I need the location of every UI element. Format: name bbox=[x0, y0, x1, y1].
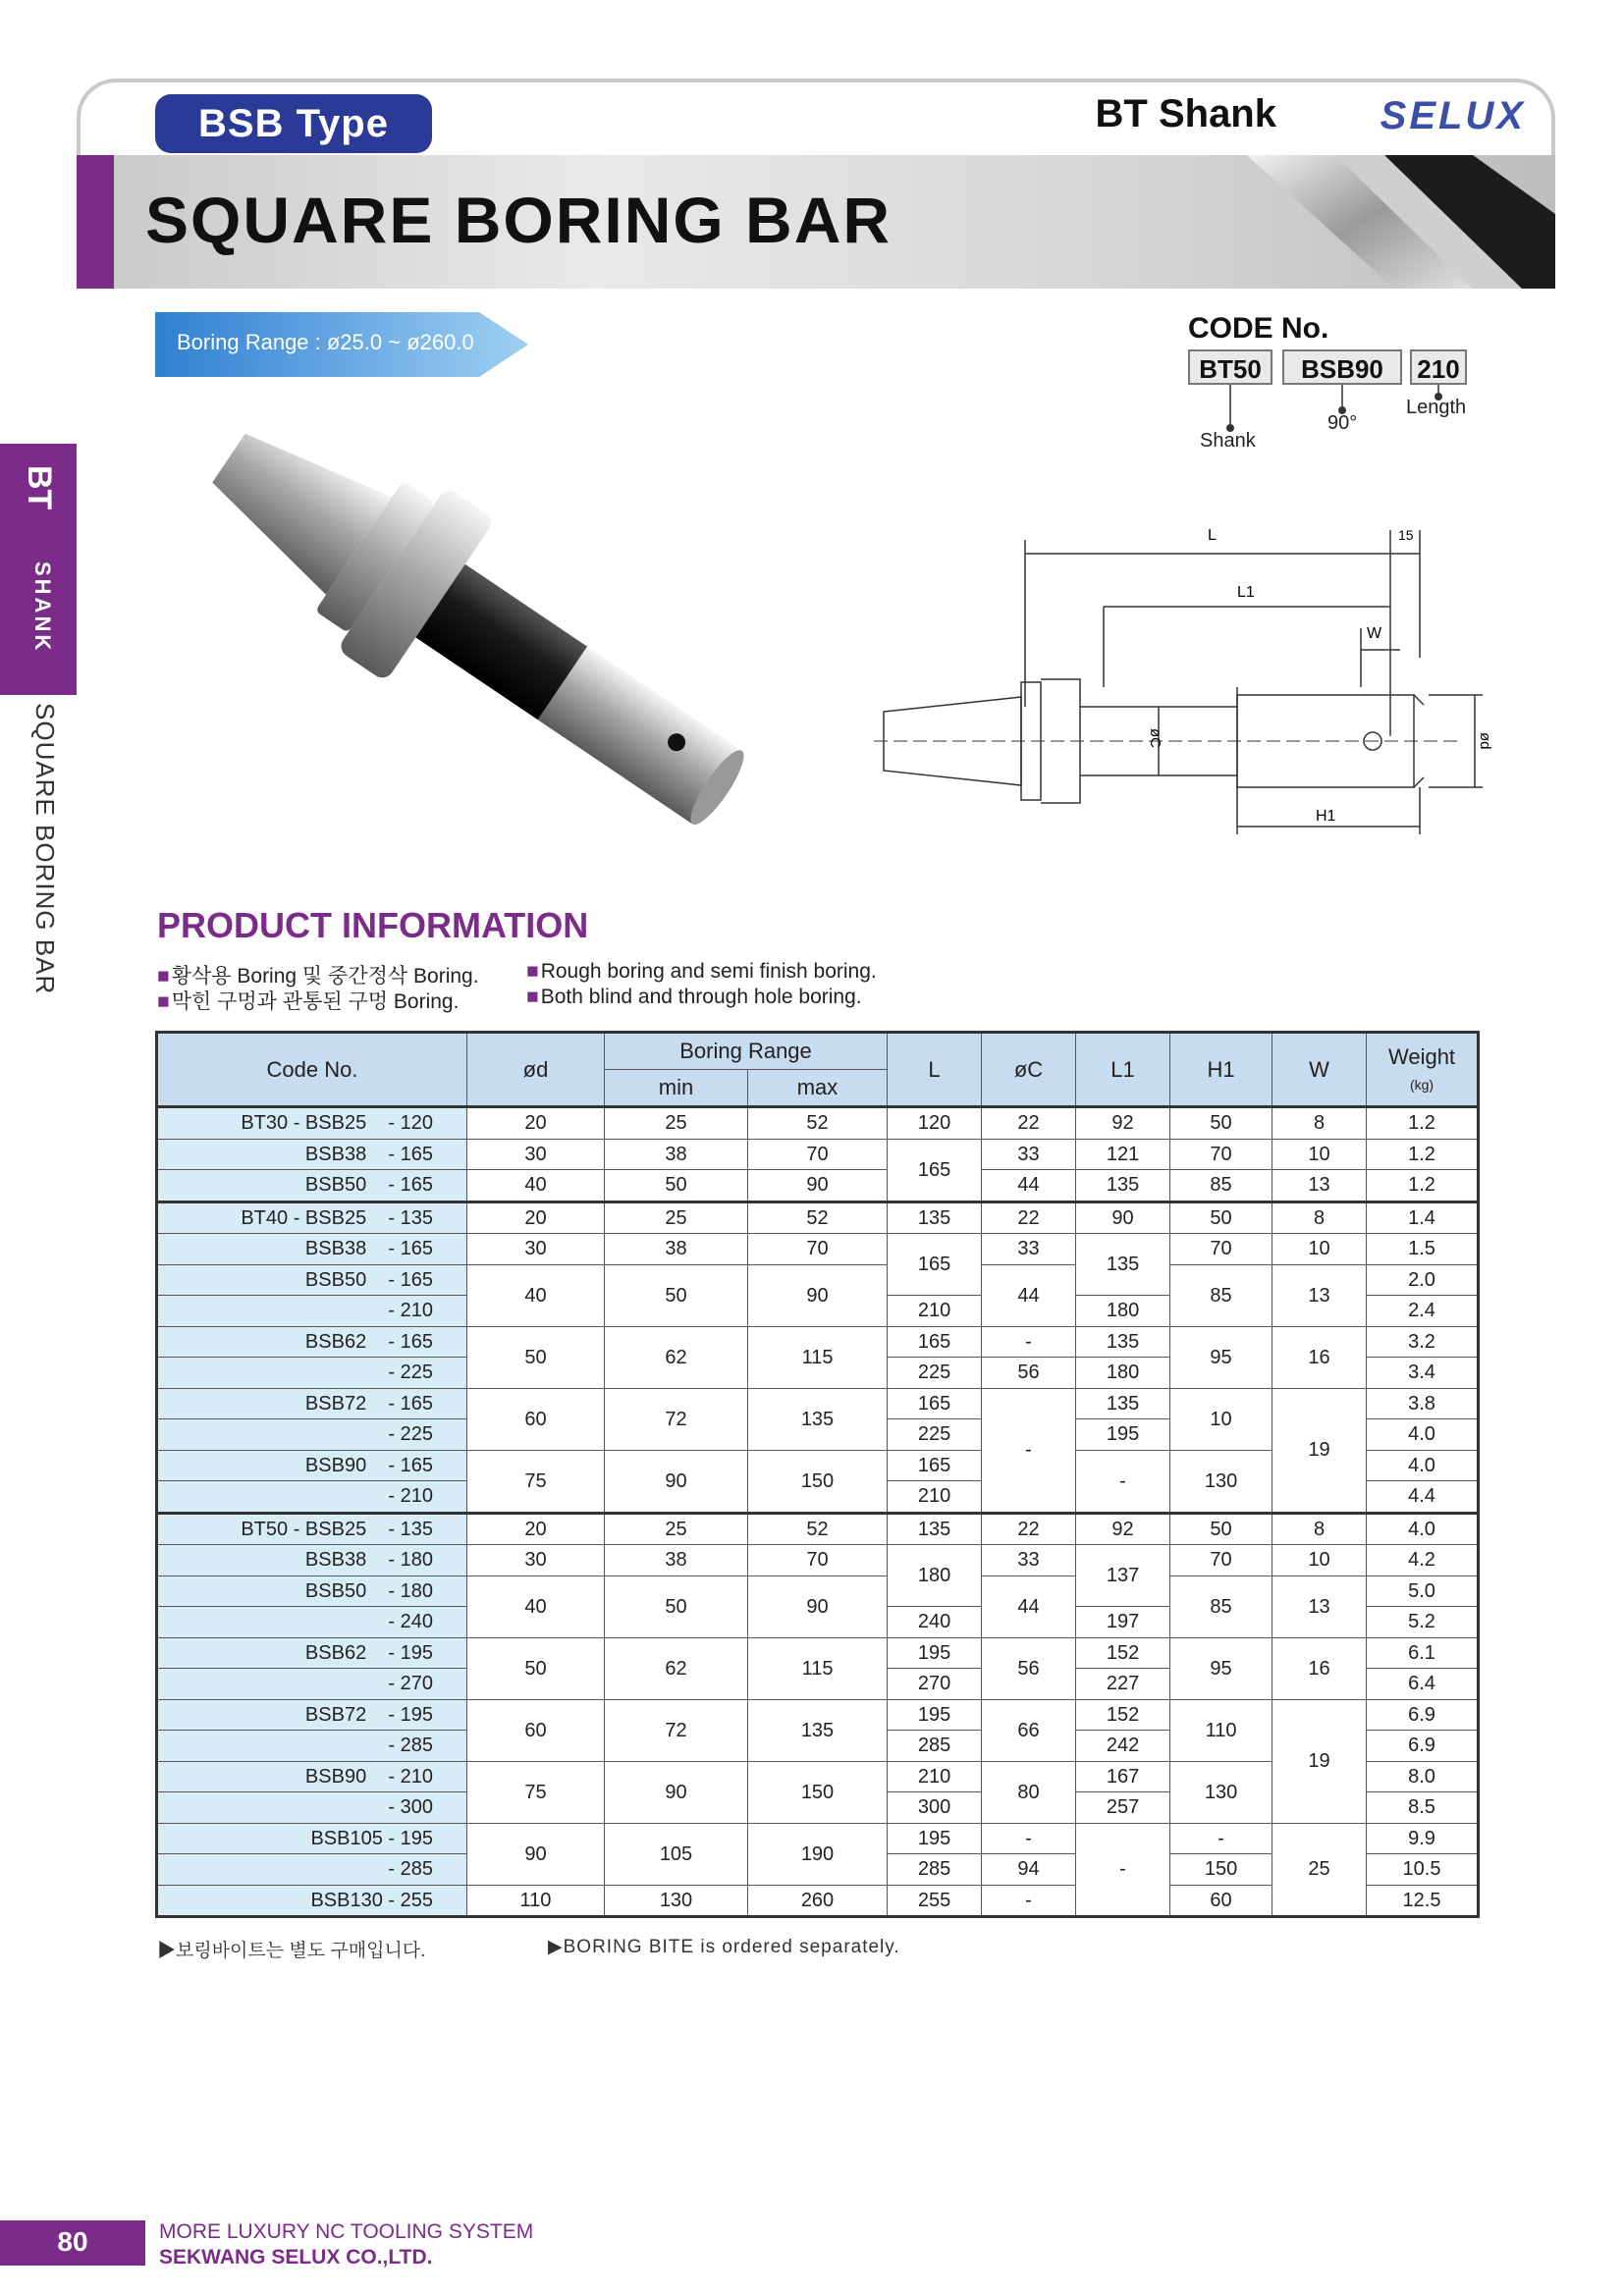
cell-weight: 3.4 bbox=[1367, 1358, 1479, 1389]
dim-15: 15 bbox=[1398, 527, 1414, 543]
cell-d: 20 bbox=[467, 1107, 605, 1140]
code-part-type: BSB90 bbox=[1282, 349, 1402, 385]
cell-weight: 1.2 bbox=[1367, 1107, 1479, 1140]
dim-H1: H1 bbox=[1316, 808, 1336, 825]
cell-max: 52 bbox=[748, 1107, 888, 1140]
cell-code: - 225 bbox=[157, 1419, 467, 1451]
cell-min: 62 bbox=[605, 1637, 748, 1699]
cell-L: 195 bbox=[888, 1699, 982, 1731]
cell-L1: 90 bbox=[1076, 1201, 1170, 1234]
cell-code: BSB62 - 195 bbox=[157, 1637, 467, 1669]
cell-max: 135 bbox=[748, 1388, 888, 1450]
cell-weight: 4.0 bbox=[1367, 1419, 1479, 1451]
cell-code: BSB50 - 165 bbox=[157, 1170, 467, 1202]
cell-min: 90 bbox=[605, 1450, 748, 1513]
cell-code: BSB72 - 165 bbox=[157, 1388, 467, 1419]
cell-H1: 60 bbox=[1170, 1885, 1272, 1917]
cell-H1: 130 bbox=[1170, 1761, 1272, 1823]
code-title: CODE No. bbox=[1188, 312, 1329, 345]
cell-C: 44 bbox=[982, 1170, 1076, 1202]
type-badge: BSB Type bbox=[155, 94, 432, 153]
cell-weight: 10.5 bbox=[1367, 1854, 1479, 1886]
cell-L1: 135 bbox=[1076, 1234, 1170, 1296]
cell-weight: 8.5 bbox=[1367, 1792, 1479, 1824]
cell-L: 165 bbox=[888, 1326, 982, 1358]
cell-max: 115 bbox=[748, 1637, 888, 1699]
cell-W: 10 bbox=[1272, 1234, 1367, 1265]
header-C: øC bbox=[982, 1033, 1076, 1107]
cell-L: 225 bbox=[888, 1419, 982, 1451]
cell-H1: 50 bbox=[1170, 1201, 1272, 1234]
cell-W: 8 bbox=[1272, 1513, 1367, 1545]
table-row bbox=[157, 1139, 1479, 1170]
cell-W: 25 bbox=[1272, 1823, 1367, 1917]
cell-weight: 5.2 bbox=[1367, 1607, 1479, 1638]
cell-code: BSB90 - 210 bbox=[157, 1761, 467, 1792]
cell-L: 270 bbox=[888, 1669, 982, 1700]
header-weight-label: Weight bbox=[1387, 1043, 1456, 1069]
cell-code: BT30 - BSB25 - 120 bbox=[157, 1107, 467, 1140]
cell-L: 225 bbox=[888, 1358, 982, 1389]
product-info-line-ko-2: ■ 막힌 구멍과 관통된 구멍 Boring. bbox=[157, 986, 459, 1015]
cell-d: 30 bbox=[467, 1139, 605, 1170]
cell-C: 94 bbox=[982, 1854, 1076, 1886]
cell-d: 20 bbox=[467, 1201, 605, 1234]
cell-weight: 1.5 bbox=[1367, 1234, 1479, 1265]
cell-weight: 4.0 bbox=[1367, 1450, 1479, 1481]
cell-L: 165 bbox=[888, 1234, 982, 1296]
cell-code: - 285 bbox=[157, 1731, 467, 1762]
cell-H1: 70 bbox=[1170, 1545, 1272, 1576]
side-tab-bt: BT bbox=[21, 465, 58, 510]
cell-L: 195 bbox=[888, 1823, 982, 1854]
page-title: SQUARE BORING BAR bbox=[145, 184, 893, 256]
cell-min: 38 bbox=[605, 1139, 748, 1170]
cell-W: 19 bbox=[1272, 1388, 1367, 1513]
header-L: L bbox=[888, 1033, 982, 1107]
cell-W: 13 bbox=[1272, 1264, 1367, 1326]
cell-weight: 1.2 bbox=[1367, 1139, 1479, 1170]
cell-code: BSB105 - 195 bbox=[157, 1823, 467, 1854]
cell-d: 40 bbox=[467, 1575, 605, 1637]
cell-d: 40 bbox=[467, 1264, 605, 1326]
cell-L1: 121 bbox=[1076, 1139, 1170, 1170]
cell-C: 33 bbox=[982, 1234, 1076, 1265]
table-row bbox=[157, 1637, 1479, 1669]
cell-max: 190 bbox=[748, 1823, 888, 1885]
cell-weight: 6.9 bbox=[1367, 1699, 1479, 1731]
cell-d: 75 bbox=[467, 1450, 605, 1513]
cell-C: 22 bbox=[982, 1513, 1076, 1545]
cell-code: BSB50 - 165 bbox=[157, 1264, 467, 1296]
table-row bbox=[157, 1201, 1479, 1234]
code-part-shank: BT50 bbox=[1188, 349, 1272, 385]
cell-C: 56 bbox=[982, 1637, 1076, 1699]
cell-L: 165 bbox=[888, 1388, 982, 1419]
cell-L1: 92 bbox=[1076, 1107, 1170, 1140]
cell-code: BSB38 - 165 bbox=[157, 1139, 467, 1170]
cell-H1: - bbox=[1170, 1823, 1272, 1854]
note-korean: ▶보링바이트는 별도 구매입니다. bbox=[157, 1941, 426, 1961]
cell-L1: 257 bbox=[1076, 1792, 1170, 1824]
cell-L1: 227 bbox=[1076, 1669, 1170, 1700]
cell-H1: 95 bbox=[1170, 1326, 1272, 1388]
header-max: max bbox=[748, 1070, 888, 1107]
table-row bbox=[157, 1513, 1479, 1545]
cell-weight: 1.2 bbox=[1367, 1170, 1479, 1202]
cell-C: 22 bbox=[982, 1107, 1076, 1140]
cell-L1: 135 bbox=[1076, 1170, 1170, 1202]
code-label-length: Length bbox=[1406, 397, 1467, 418]
dim-L: L bbox=[1208, 527, 1217, 544]
cell-code: - 225 bbox=[157, 1358, 467, 1389]
cell-min: 90 bbox=[605, 1761, 748, 1823]
cell-min: 38 bbox=[605, 1234, 748, 1265]
cell-code: BSB50 - 180 bbox=[157, 1575, 467, 1607]
cell-max: 70 bbox=[748, 1139, 888, 1170]
cell-C: 33 bbox=[982, 1545, 1076, 1576]
cell-L1: 180 bbox=[1076, 1296, 1170, 1327]
side-section-title: SQUARE BORING BAR bbox=[30, 703, 60, 995]
table-row bbox=[157, 1264, 1479, 1296]
banner-tool-image bbox=[1247, 155, 1555, 289]
cell-min: 130 bbox=[605, 1885, 748, 1917]
page-number: 80 bbox=[57, 2226, 88, 2257]
cell-weight: 3.2 bbox=[1367, 1326, 1479, 1358]
product-photo bbox=[157, 412, 815, 844]
table-row bbox=[157, 1823, 1479, 1854]
cell-L1: 197 bbox=[1076, 1607, 1170, 1638]
table-row bbox=[157, 1170, 1479, 1202]
cell-H1: 85 bbox=[1170, 1264, 1272, 1326]
cell-max: 260 bbox=[748, 1885, 888, 1917]
cell-weight: 4.0 bbox=[1367, 1513, 1479, 1545]
cell-L1: 137 bbox=[1076, 1545, 1170, 1607]
cell-L: 210 bbox=[888, 1481, 982, 1514]
cell-W: 19 bbox=[1272, 1699, 1367, 1823]
cell-W: 8 bbox=[1272, 1107, 1367, 1140]
dim-W: W bbox=[1367, 625, 1382, 642]
cell-weight: 6.1 bbox=[1367, 1637, 1479, 1669]
header-weight-unit: (kg) bbox=[1409, 1076, 1435, 1093]
cell-max: 90 bbox=[748, 1575, 888, 1637]
cell-max: 52 bbox=[748, 1513, 888, 1545]
cell-code: - 210 bbox=[157, 1296, 467, 1327]
header-W: W bbox=[1272, 1033, 1367, 1107]
cell-code: BSB38 - 180 bbox=[157, 1545, 467, 1576]
cell-d: 30 bbox=[467, 1545, 605, 1576]
header-L1: L1 bbox=[1076, 1033, 1170, 1107]
cell-C: - bbox=[982, 1885, 1076, 1917]
cell-d: 30 bbox=[467, 1234, 605, 1265]
cell-H1: 70 bbox=[1170, 1234, 1272, 1265]
header-min: min bbox=[605, 1070, 748, 1107]
footer-company: SEKWANG SELUX CO.,LTD. bbox=[159, 2246, 433, 2269]
table-row bbox=[157, 1388, 1479, 1419]
cell-L1: 242 bbox=[1076, 1731, 1170, 1762]
brand-logo: SELUX bbox=[1380, 94, 1526, 137]
cell-d: 40 bbox=[467, 1170, 605, 1202]
cell-weight: 8.0 bbox=[1367, 1761, 1479, 1792]
cell-weight: 3.8 bbox=[1367, 1388, 1479, 1419]
cell-min: 72 bbox=[605, 1699, 748, 1761]
cell-weight: 2.4 bbox=[1367, 1296, 1479, 1327]
cell-H1: 70 bbox=[1170, 1139, 1272, 1170]
footer-tagline: MORE LUXURY NC TOOLING SYSTEM bbox=[159, 2220, 534, 2243]
cell-L1: 152 bbox=[1076, 1637, 1170, 1669]
cell-L1: - bbox=[1076, 1823, 1170, 1917]
cell-weight: 6.9 bbox=[1367, 1731, 1479, 1762]
cell-L1: 135 bbox=[1076, 1388, 1170, 1419]
banner-accent bbox=[77, 155, 114, 289]
cell-C: - bbox=[982, 1388, 1076, 1513]
cell-W: 13 bbox=[1272, 1575, 1367, 1637]
cell-min: 62 bbox=[605, 1326, 748, 1388]
cell-d: 60 bbox=[467, 1388, 605, 1450]
cell-H1: 50 bbox=[1170, 1513, 1272, 1545]
cell-L1: - bbox=[1076, 1450, 1170, 1513]
cell-weight: 12.5 bbox=[1367, 1885, 1479, 1917]
cell-code: - 240 bbox=[157, 1607, 467, 1638]
code-part-length: 210 bbox=[1410, 349, 1467, 385]
cell-H1: 95 bbox=[1170, 1637, 1272, 1699]
cell-weight: 6.4 bbox=[1367, 1669, 1479, 1700]
cell-min: 50 bbox=[605, 1264, 748, 1326]
cell-weight: 4.2 bbox=[1367, 1545, 1479, 1576]
spec-table bbox=[155, 1031, 1480, 1918]
cell-W: 16 bbox=[1272, 1637, 1367, 1699]
technical-drawing bbox=[874, 510, 1502, 864]
cell-L: 120 bbox=[888, 1107, 982, 1140]
code-label-shank: Shank bbox=[1200, 430, 1256, 452]
cell-C: - bbox=[982, 1823, 1076, 1854]
cell-W: 8 bbox=[1272, 1201, 1367, 1234]
cell-L1: 195 bbox=[1076, 1419, 1170, 1451]
cell-max: 135 bbox=[748, 1699, 888, 1761]
cell-L1: 92 bbox=[1076, 1513, 1170, 1545]
table-row bbox=[157, 1575, 1479, 1607]
table-row bbox=[157, 1107, 1479, 1140]
table-row bbox=[157, 1545, 1479, 1576]
cell-L: 165 bbox=[888, 1450, 982, 1481]
product-info-line-en-2: ■ Both blind and through hole boring. bbox=[526, 986, 862, 1009]
cell-L: 255 bbox=[888, 1885, 982, 1917]
product-info-line-en-1: ■ Rough boring and semi finish boring. bbox=[526, 960, 877, 984]
dim-C: øC bbox=[1147, 728, 1164, 748]
cell-max: 150 bbox=[748, 1761, 888, 1823]
cell-d: 50 bbox=[467, 1637, 605, 1699]
cell-code: BT50 - BSB25 - 135 bbox=[157, 1513, 467, 1545]
cell-L1: 135 bbox=[1076, 1326, 1170, 1358]
cell-min: 25 bbox=[605, 1201, 748, 1234]
cell-code: BSB62 - 165 bbox=[157, 1326, 467, 1358]
cell-max: 150 bbox=[748, 1450, 888, 1513]
cell-W: 13 bbox=[1272, 1170, 1367, 1202]
cell-code: - 210 bbox=[157, 1481, 467, 1514]
cell-H1: 130 bbox=[1170, 1450, 1272, 1513]
cell-L: 195 bbox=[888, 1637, 982, 1669]
cell-d: 50 bbox=[467, 1326, 605, 1388]
cell-weight: 5.0 bbox=[1367, 1575, 1479, 1607]
cell-max: 90 bbox=[748, 1170, 888, 1202]
cell-d: 110 bbox=[467, 1885, 605, 1917]
cell-C: 80 bbox=[982, 1761, 1076, 1823]
cell-d: 90 bbox=[467, 1823, 605, 1885]
cell-W: 16 bbox=[1272, 1326, 1367, 1388]
product-info-title: PRODUCT INFORMATION bbox=[157, 905, 589, 945]
cell-code: - 300 bbox=[157, 1792, 467, 1824]
cell-C: 44 bbox=[982, 1264, 1076, 1326]
dim-d: ød bbox=[1477, 732, 1493, 750]
header-H1: H1 bbox=[1170, 1033, 1272, 1107]
side-tab-shank: SHANK bbox=[30, 561, 55, 654]
cell-code: BT40 - BSB25 - 135 bbox=[157, 1201, 467, 1234]
cell-W: 10 bbox=[1272, 1545, 1367, 1576]
cell-W: 10 bbox=[1272, 1139, 1367, 1170]
cell-max: 70 bbox=[748, 1545, 888, 1576]
cell-max: 52 bbox=[748, 1201, 888, 1234]
cell-weight: 9.9 bbox=[1367, 1823, 1479, 1854]
cell-H1: 85 bbox=[1170, 1575, 1272, 1637]
cell-max: 115 bbox=[748, 1326, 888, 1388]
cell-min: 105 bbox=[605, 1823, 748, 1885]
dim-L1: L1 bbox=[1237, 584, 1255, 601]
cell-code: BSB38 - 165 bbox=[157, 1234, 467, 1265]
cell-weight: 1.4 bbox=[1367, 1201, 1479, 1234]
cell-H1: 50 bbox=[1170, 1107, 1272, 1140]
cell-L: 285 bbox=[888, 1731, 982, 1762]
cell-min: 25 bbox=[605, 1513, 748, 1545]
cell-max: 70 bbox=[748, 1234, 888, 1265]
code-label-angle: 90° bbox=[1327, 412, 1358, 434]
boring-range-label: Boring Range : ø25.0 ~ ø260.0 bbox=[177, 330, 474, 354]
cell-min: 72 bbox=[605, 1388, 748, 1450]
cell-L: 240 bbox=[888, 1607, 982, 1638]
cell-L1: 152 bbox=[1076, 1699, 1170, 1731]
cell-H1: 10 bbox=[1170, 1388, 1272, 1450]
cell-L: 300 bbox=[888, 1792, 982, 1824]
cell-C: 33 bbox=[982, 1139, 1076, 1170]
cell-L: 180 bbox=[888, 1545, 982, 1607]
cell-L: 135 bbox=[888, 1201, 982, 1234]
cell-weight: 2.0 bbox=[1367, 1264, 1479, 1296]
cell-code: BSB72 - 195 bbox=[157, 1699, 467, 1731]
cell-H1: 85 bbox=[1170, 1170, 1272, 1202]
cell-C: 22 bbox=[982, 1201, 1076, 1234]
note-english: ▶BORING BITE is ordered separately. bbox=[548, 1937, 900, 1957]
cell-L: 135 bbox=[888, 1513, 982, 1545]
cell-H1: 150 bbox=[1170, 1854, 1272, 1886]
cell-H1: 110 bbox=[1170, 1699, 1272, 1761]
shank-label: BT Shank bbox=[1095, 92, 1276, 135]
cell-L: 210 bbox=[888, 1296, 982, 1327]
table-row bbox=[157, 1234, 1479, 1265]
header-d: ød bbox=[467, 1033, 605, 1107]
cell-d: 75 bbox=[467, 1761, 605, 1823]
cell-L: 285 bbox=[888, 1854, 982, 1886]
cell-L1: 180 bbox=[1076, 1358, 1170, 1389]
cell-C: 56 bbox=[982, 1358, 1076, 1389]
cell-min: 25 bbox=[605, 1107, 748, 1140]
cell-code: BSB90 - 165 bbox=[157, 1450, 467, 1481]
cell-code: - 285 bbox=[157, 1854, 467, 1886]
cell-code: BSB130 - 255 bbox=[157, 1885, 467, 1917]
cell-weight: 4.4 bbox=[1367, 1481, 1479, 1514]
cell-C: 66 bbox=[982, 1699, 1076, 1761]
cell-C: - bbox=[982, 1326, 1076, 1358]
cell-L1: 167 bbox=[1076, 1761, 1170, 1792]
cell-min: 50 bbox=[605, 1575, 748, 1637]
cell-max: 90 bbox=[748, 1264, 888, 1326]
cell-d: 20 bbox=[467, 1513, 605, 1545]
cell-code: - 270 bbox=[157, 1669, 467, 1700]
cell-d: 60 bbox=[467, 1699, 605, 1761]
cell-min: 38 bbox=[605, 1545, 748, 1576]
header-weight bbox=[1367, 1033, 1479, 1107]
table-row bbox=[157, 1699, 1479, 1731]
cell-C: 44 bbox=[982, 1575, 1076, 1637]
cell-L: 210 bbox=[888, 1761, 982, 1792]
header-code: Code No. bbox=[157, 1033, 467, 1107]
product-info-line-ko-1: ■ 황삭용 Boring 및 중간정삭 Boring. bbox=[157, 960, 479, 989]
header-boring-range: Boring Range bbox=[605, 1033, 888, 1070]
table-row bbox=[157, 1326, 1479, 1358]
cell-min: 50 bbox=[605, 1170, 748, 1202]
cell-L: 165 bbox=[888, 1139, 982, 1201]
